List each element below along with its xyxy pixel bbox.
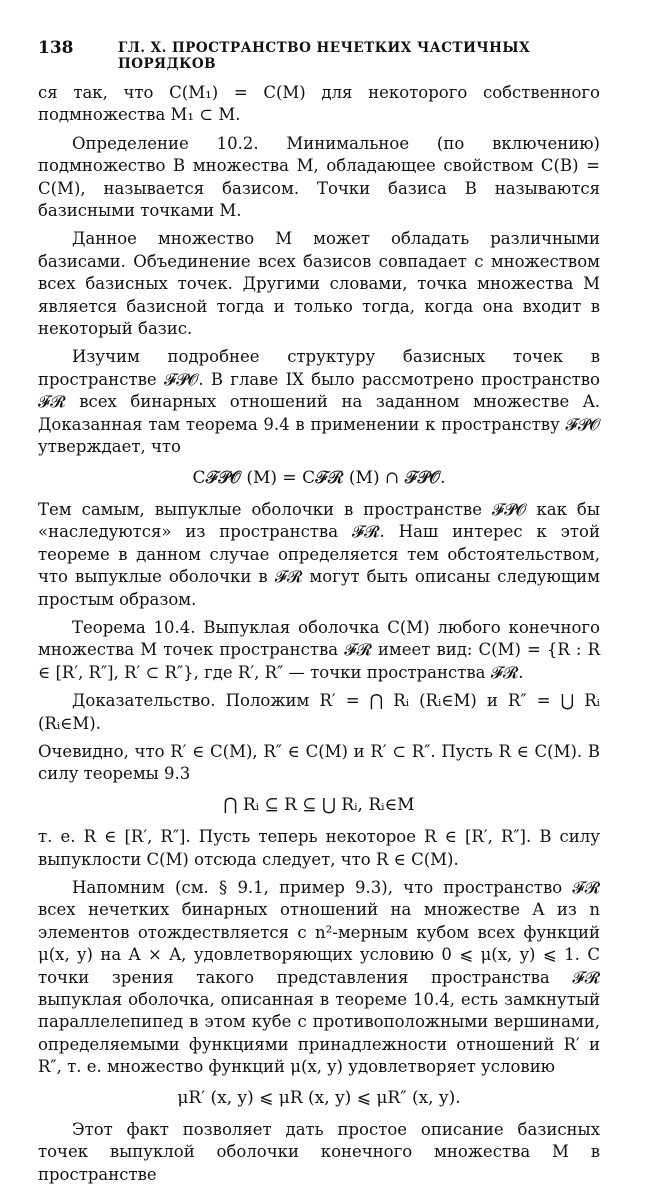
- page-body: [38, 82, 600, 1192]
- paragraph-cube: Напомним (см. § 9.1, пример 9.3), что пространство 𝓕𝓡 всех нечетких бинарных отношений на множестве A из n элементов отождествляется с n²-мерным кубом всех функций μ(x, y) на A × A, удовлетворяющих условию 0 ⩽ μ(x, y) ⩽ 1. С точки зрения такого представления пространства 𝓕𝓡 выпуклая оболочка, описанная в теореме 10.4, есть замкнутый параллелепипед в этом кубе с противоположными вершинами, определяемыми функциями принадлежности отношений R′ и R″, т. е. множество функций μ(x, y) удовлетворяет условию: [38, 878, 600, 1077]
- paragraph-bases: Данное множество M может обладать различными базисами. Объединение всех базисов совпадает с множеством всех базисных точек. Другими словами, точка множества M является базисной тогда и только тогда, когда она входит в некоторый базис.: [38, 229, 600, 339]
- page-header: [38, 38, 600, 72]
- paragraph-inheritance: Тем самым, выпуклые оболочки в пространстве 𝓕𝓟𝓞 как бы «наследуются» из пространства 𝓕𝓡. Наш интерес к этой теореме в данном случае определяется тем обстоятельством, что выпуклые оболочки в 𝓕𝓡 могут быть описаны следующим простым образом.: [38, 499, 600, 609]
- paragraph-proof-end: т. е. R ∈ [R′, R″]. Пусть теперь некоторое R ∈ [R′, R″]. В силу выпуклости C(M) отсюда следует, что R ∈ C(M).: [38, 827, 600, 869]
- theorem-10-4: Теорема 10.4. Выпуклая оболочка C(M) любого конечного множества M точек пространства 𝓕𝓡 имеет вид: C(M) = {R : R ∈ [R′, R″], R′ ⊂ R″}, где R′, R″ — точки пространства 𝓕𝓡.: [38, 617, 600, 682]
- formula-convex-hull: C𝓕𝓟𝓞 (M) = C𝓕𝓡 (M) ∩ 𝓕𝓟𝓞.: [192, 467, 446, 488]
- proof-start: Доказательство. Положим R′ = ⋂ Rᵢ (Rᵢ∈M) и R″ = ⋃ Rᵢ (Rᵢ∈M).: [38, 691, 600, 733]
- formula-inclusion: ⋂ Rᵢ ⊆ R ⊆ ⋃ Rᵢ, Rᵢ∈M: [223, 794, 415, 815]
- paragraph-final: Этот факт позволяет дать простое описание базисных точек выпуклой оболочки конечного множества M в пространстве: [38, 1120, 600, 1184]
- definition-10-2: Определение 10.2. Минимальное (по включению) подмножество B множества M, обладающее свойством C(B) = C(M), называется базисом. Точки базиса B называются базисными точками M.: [38, 133, 600, 221]
- running-title: ГЛ. X. ПРОСТРАНСТВО НЕЧЕТКИХ ЧАСТИЧНЫХ ПОРЯДКОВ: [118, 40, 531, 72]
- page-number: 138: [38, 38, 74, 58]
- paragraph-structure: Изучим подробнее структуру базисных точек в пространстве 𝓕𝓟𝓞. В главе IX было рассмотрено пространство 𝓕𝓡 всех бинарных отношений на заданном множестве A. Доказанная там теорема 9.4 в применении к пространству 𝓕𝓟𝓞 утверждает, что: [38, 347, 600, 457]
- paragraph-continuation: ся так, что C(M₁) = C(M) для некоторого собственного подмножества M₁ ⊂ M.: [38, 83, 600, 125]
- formula-membership: μR′ (x, y) ⩽ μR (x, y) ⩽ μR″ (x, y).: [177, 1087, 461, 1108]
- paragraph-proof-body: Очевидно, что R′ ∈ C(M), R″ ∈ C(M) и R′ ⊂ R″. Пусть R ∈ C(M). В силу теоремы 9.3: [38, 741, 600, 784]
